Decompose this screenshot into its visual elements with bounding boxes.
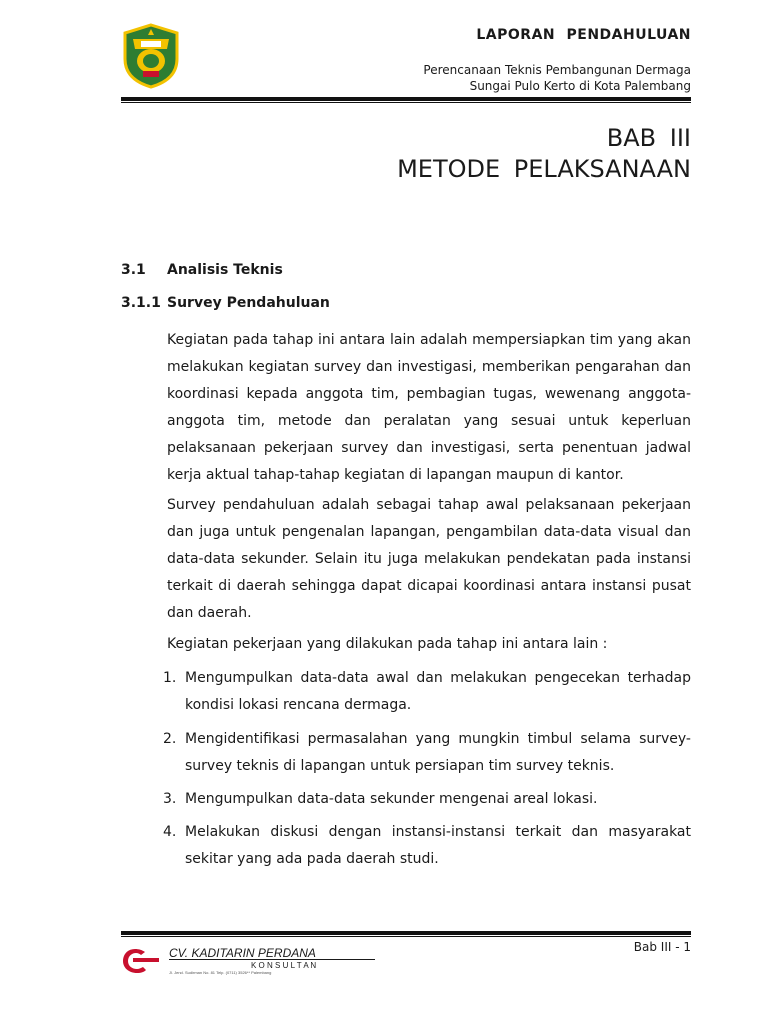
company-subtitle: K O N S U L T A N — [251, 961, 317, 970]
paragraph: Kegiatan pekerjaan yang dilakukan pada tahap ini antara lain : — [167, 636, 608, 652]
list-item — [163, 819, 691, 873]
header-divider — [121, 97, 691, 101]
company-name: CV. KADITARIN PERDANA — [169, 946, 316, 960]
header-divider-thin — [121, 102, 691, 103]
chapter-title: METODE PELAKSANAAN — [397, 155, 691, 183]
chapter-heading — [397, 123, 691, 185]
subsection-heading — [121, 295, 330, 311]
company-address: Jl. Jend. Sudirman No. 81 Telp. (0711) 3526** Palembang — [169, 970, 272, 975]
chapter-number: BAB III — [606, 124, 691, 152]
section-number: 3.1 — [121, 262, 146, 278]
footer-divider — [121, 931, 691, 935]
report-subtitle-line2: Sungai Pulo Kerto di Kota Palembang — [469, 79, 691, 93]
list-item-text: Mengumpulkan data-data sekunder mengenai areal lokasi. — [185, 791, 598, 807]
subsection-title: Survey Pendahuluan — [167, 295, 330, 311]
regional-emblem-icon — [121, 23, 181, 89]
list-item — [163, 665, 691, 719]
list-item-number: 3. — [163, 791, 177, 807]
list-item-number: 2. — [163, 731, 177, 747]
paragraph: Kegiatan pada tahap ini antara lain adalah mempersiapkan tim yang akan melakukan kegiatan survey dan investigasi, memberikan pengarahan dan koordinasi kepada anggota tim, pembagian tugas, wewenang anggota-anggota tim, metode dan peralatan yang sesuai untuk keperluan pelaksanaan pekerjaan survey dan investigasi, serta penentuan jadwal kerja aktual tahap-tahap kegiatan di lapangan maupun di kantor. — [167, 332, 691, 483]
list-item-text: Melakukan diskusi dengan instansi-instansi terkait dan masyarakat sekitar yang ada pada daerah studi. — [185, 824, 691, 867]
footer-divider-thin — [121, 936, 691, 937]
list-item-text: Mengidentifikasi permasalahan yang mungkin timbul selama survey-survey teknis di lapangan untuk persiapan tim survey teknis. — [185, 731, 691, 774]
subsection-number: 3.1.1 — [121, 295, 161, 311]
list-item — [163, 786, 691, 813]
list-item-text: Mengumpulkan data-data awal dan melakukan pengecekan terhadap kondisi lokasi rencana dermaga. — [185, 670, 691, 713]
report-subtitle-line1: Perencanaan Teknis Pembangunan Dermaga — [423, 63, 691, 77]
list-item — [163, 726, 691, 780]
company-logo-icon — [121, 945, 377, 975]
report-subtitle — [423, 62, 691, 94]
page-number: Bab III - 1 — [633, 940, 691, 954]
report-title: LAPORAN PENDAHULUAN — [476, 27, 691, 43]
section-title: Analisis Teknis — [167, 262, 283, 278]
section-heading — [121, 262, 283, 278]
list-item-number: 1. — [163, 670, 177, 686]
list-item-number: 4. — [163, 824, 177, 840]
paragraph: Survey pendahuluan adalah sebagai tahap awal pelaksanaan pekerjaan dan juga untuk pengenalan lapangan, pengambilan data-data visual dan data-data sekunder. Selain itu juga melakukan pendekatan pada instansi terkait di daerah sehingga dapat dicapai koordinasi antara instansi pusat dan daerah. — [167, 497, 691, 621]
